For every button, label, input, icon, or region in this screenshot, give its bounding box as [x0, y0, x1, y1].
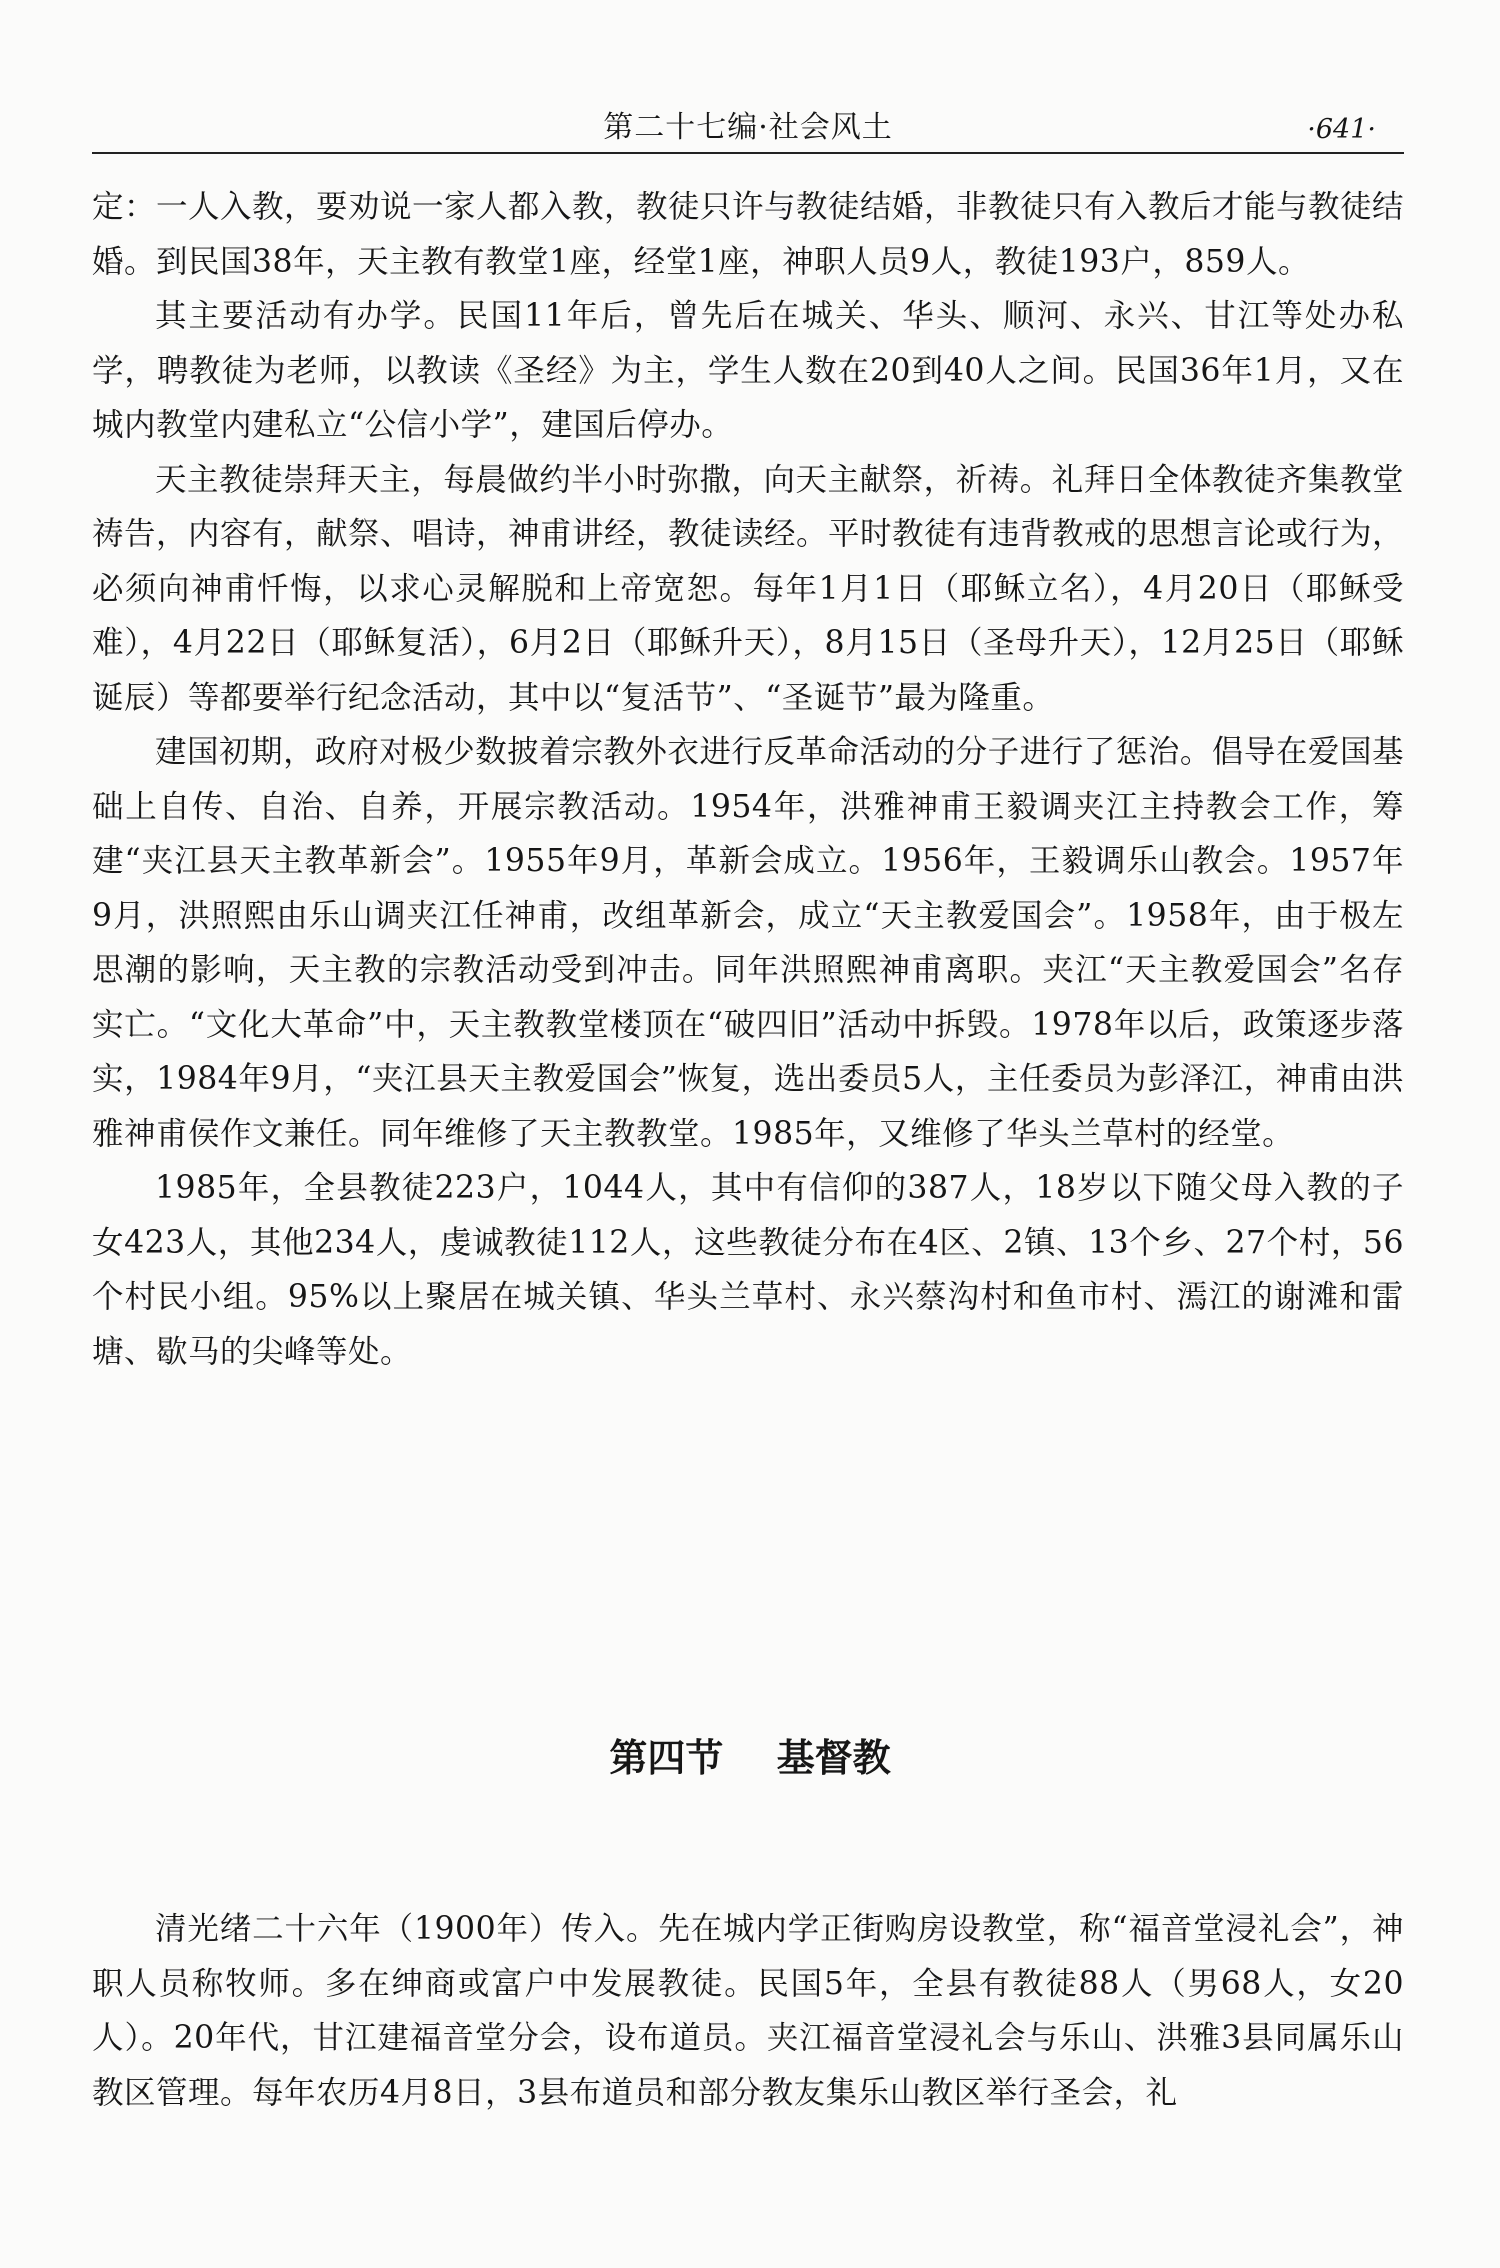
page-number: ·641· [1307, 114, 1376, 145]
header-title: 第二十七编·社会风土 [603, 110, 893, 145]
body-text [92, 180, 1404, 1379]
paragraph-worship: 天主教徒崇拜天主，每晨做约半小时弥撒，向天主献祭，祈祷。礼拜日全体教徒齐集教堂祷告，内容有，献祭、唱诗，神甫讲经，教徒读经。平时教徒有违背教戒的思想言论或行为，必须向神甫忏悔，以求心灵解脱和上帝宽恕。每年1月1日（耶稣立名），4月20日（耶稣受难），4月22日（耶稣复活），6月2日（耶稣升天），8月15日（圣母升天），12月25日（耶稣诞辰）等都要举行纪念活动，其中以“复活节”、“圣诞节”最为隆重。 [92, 461, 1405, 716]
paragraph-continued: 定：一人入教，要劝说一家人都入教，教徒只许与教徒结婚，非教徒只有入教后才能与教徒结婚。到民国38年，天主教有教堂1座，经堂1座，神职人员9人，教徒193户，859人。 [92, 189, 1405, 280]
header-rule [92, 152, 1404, 154]
running-header [92, 108, 1404, 152]
section-heading: 第四节 基督教 [609, 1736, 891, 1780]
paragraph-history: 建国初期，政府对极少数披着宗教外衣进行反革命活动的分子进行了惩治。倡导在爱国基础上自传、自治、自养，开展宗教活动。1954年，洪雅神甫王毅调夹江主持教会工作，筹建“夹江县天主教革新会”。1955年9月，革新会成立。1956年，王毅调乐山教会。1957年9月，洪照熙由乐山调夹江任神甫，改组革新会，成立“天主教爱国会”。1958年，由于极左思潮的影响，天主教的宗教活动受到冲击。同年洪照熙神甫离职。夹江“天主教爱国会”名存实亡。“文化大革命”中，天主教教堂楼顶在“破四旧”活动中拆毁。1978年以后，政策逐步落实，1984年9月，“夹江县天主教爱国会”恢复，选出委员5人，主任委员为彭泽江，神甫由洪雅神甫侯作文兼任。同年维修了天主教教堂。1985年，又维修了华头兰草村的经堂。 [92, 734, 1404, 1152]
paragraph-statistics: 1985年，全县教徒223户，1044人，其中有信仰的387人，18岁以下随父母入教的子女423人，其他234人，虔诚教徒112人，这些教徒分布在4区、2镇、13个乡、27个村，56个村民小组。95%以上聚居在城关镇、华头兰草村、永兴蔡沟村和鱼市村、漹江的谢滩和雷塘、歇马的尖峰等处。 [92, 1170, 1404, 1370]
section-paragraph: 清光绪二十六年（1900年）传入。先在城内学正街购房设教堂，称“福音堂浸礼会”，神职人员称牧师。多在绅商或富户中发展教徒。民国5年，全县有教徒88人（男68人，女20人）。20年代，甘江建福音堂分会，设布道员。夹江福音堂浸礼会与乐山、洪雅3县同属乐山教区管理。每年农历4月8日，3县布道员和部分教友集乐山教区举行圣会，礼 [92, 1911, 1404, 2111]
paragraph-schools: 其主要活动有办学。民国11年后，曾先后在城关、华头、顺河、永兴、甘江等处办私学，聘教徒为老师，以教读《圣经》为主，学生人数在20到40人之间。民国36年1月，又在城内教堂内建私立“公信小学”，建国后停办。 [92, 298, 1404, 443]
section-text [92, 1902, 1404, 2120]
